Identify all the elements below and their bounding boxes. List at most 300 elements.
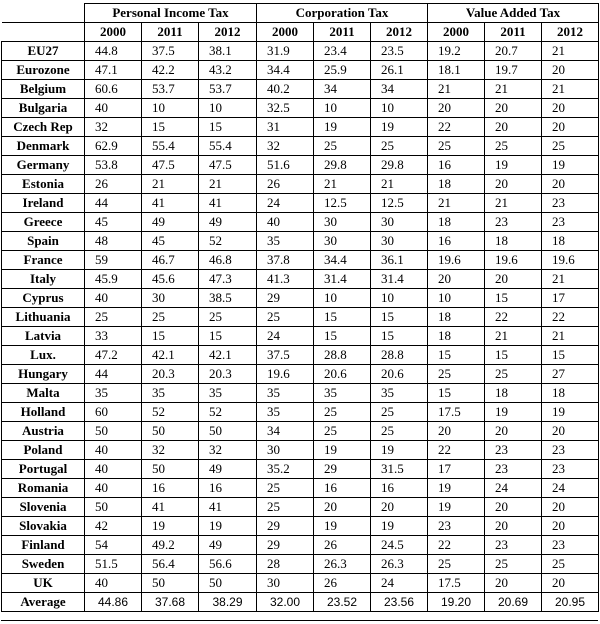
- rate-value: 23.5: [371, 42, 428, 61]
- rate-value: 37.5: [142, 42, 199, 61]
- rate-value: 15: [485, 289, 542, 308]
- rate-value: 21: [428, 80, 485, 99]
- rate-value: 32: [257, 137, 314, 156]
- rate-value: 52: [142, 403, 199, 422]
- rate-value: 51.6: [257, 156, 314, 175]
- rate-value: 21: [542, 327, 599, 346]
- bottom-rule: [1, 620, 598, 621]
- rate-value: 46.8: [199, 251, 257, 270]
- rate-value: 49: [199, 460, 257, 479]
- rate-value: 23.4: [314, 42, 371, 61]
- country-name: Holland: [2, 403, 85, 422]
- rate-value: 35: [257, 403, 314, 422]
- rate-value: 52: [199, 232, 257, 251]
- rate-value: 23: [485, 536, 542, 555]
- rate-value: 15: [485, 346, 542, 365]
- rate-value: 20: [542, 118, 599, 137]
- rate-value: 21: [371, 175, 428, 194]
- rate-value: 23: [542, 213, 599, 232]
- rate-value: 45: [142, 232, 199, 251]
- year-header: 2000: [428, 23, 485, 42]
- rate-value: 20.6: [371, 365, 428, 384]
- rate-value: 42: [85, 517, 142, 536]
- table-row: [2, 498, 599, 517]
- rate-value: 30: [142, 289, 199, 308]
- country-name: Estonia: [2, 175, 85, 194]
- table-row: [2, 213, 599, 232]
- rate-value: 18: [428, 308, 485, 327]
- rate-value: 50: [142, 460, 199, 479]
- country-name: Romania: [2, 479, 85, 498]
- average-value: 32.00: [257, 593, 314, 612]
- rate-value: 19: [371, 441, 428, 460]
- rate-value: 23: [428, 517, 485, 536]
- year-header: 2000: [85, 23, 142, 42]
- rate-value: 10: [314, 289, 371, 308]
- rate-value: 25: [542, 555, 599, 574]
- country-name: Austria: [2, 422, 85, 441]
- rate-value: 10: [199, 99, 257, 118]
- rate-value: 35: [142, 384, 199, 403]
- rate-value: 15: [314, 327, 371, 346]
- rate-value: 49: [199, 536, 257, 555]
- rate-value: 30: [314, 213, 371, 232]
- rate-value: 20: [542, 498, 599, 517]
- rate-value: 43.2: [199, 61, 257, 80]
- rate-value: 23: [542, 536, 599, 555]
- rate-value: 15: [199, 118, 257, 137]
- rate-value: 62.9: [85, 137, 142, 156]
- rate-value: 22: [542, 308, 599, 327]
- rate-value: 35: [257, 232, 314, 251]
- rate-value: 12.5: [371, 194, 428, 213]
- rate-value: 35: [199, 384, 257, 403]
- country-name: France: [2, 251, 85, 270]
- rate-value: 28.8: [371, 346, 428, 365]
- rate-value: 48: [85, 232, 142, 251]
- country-name: Cyprus: [2, 289, 85, 308]
- table-row: [2, 441, 599, 460]
- rate-value: 21: [142, 175, 199, 194]
- country-name: Belgium: [2, 80, 85, 99]
- rate-value: 29.8: [314, 156, 371, 175]
- rate-value: 55.4: [199, 137, 257, 156]
- rate-value: 19: [314, 441, 371, 460]
- rate-value: 25: [485, 137, 542, 156]
- average-label: Average: [2, 593, 85, 612]
- rate-value: 26.3: [314, 555, 371, 574]
- rate-value: 42.1: [142, 346, 199, 365]
- rate-value: 28.8: [314, 346, 371, 365]
- rate-value: 35.2: [257, 460, 314, 479]
- rate-value: 25: [428, 555, 485, 574]
- rate-value: 35: [371, 384, 428, 403]
- rate-value: 29.8: [371, 156, 428, 175]
- rate-value: 29: [257, 536, 314, 555]
- rate-value: 20: [542, 61, 599, 80]
- average-value: 20.69: [485, 593, 542, 612]
- rate-value: 22: [428, 118, 485, 137]
- rate-value: 26: [314, 574, 371, 593]
- rate-value: 18: [428, 175, 485, 194]
- rate-value: 35: [257, 384, 314, 403]
- rate-value: 31.4: [371, 270, 428, 289]
- year-header: 2011: [314, 23, 371, 42]
- rate-value: 32.5: [257, 99, 314, 118]
- table-row: [2, 346, 599, 365]
- table-row: [2, 80, 599, 99]
- rate-value: 25: [485, 555, 542, 574]
- country-name: Slovenia: [2, 498, 85, 517]
- rate-value: 20.6: [314, 365, 371, 384]
- year-header: 2012: [542, 23, 599, 42]
- rate-value: 40.2: [257, 80, 314, 99]
- rate-value: 20: [485, 175, 542, 194]
- rate-value: 15: [428, 346, 485, 365]
- rate-value: 31.9: [257, 42, 314, 61]
- rate-value: 15: [199, 327, 257, 346]
- rate-value: 36.1: [371, 251, 428, 270]
- rate-value: 19: [428, 498, 485, 517]
- rate-value: 20: [428, 270, 485, 289]
- rate-value: 40: [85, 289, 142, 308]
- country-name: Finland: [2, 536, 85, 555]
- rate-value: 20: [485, 270, 542, 289]
- country-name: Lithuania: [2, 308, 85, 327]
- year-header: 2012: [371, 23, 428, 42]
- rate-value: 50: [142, 422, 199, 441]
- rate-value: 25: [314, 137, 371, 156]
- rate-value: 16: [314, 479, 371, 498]
- country-name: Ireland: [2, 194, 85, 213]
- rate-value: 37.8: [257, 251, 314, 270]
- rate-value: 45.6: [142, 270, 199, 289]
- rate-value: 41: [142, 194, 199, 213]
- average-row: [2, 593, 599, 612]
- rate-value: 42.2: [142, 61, 199, 80]
- rate-value: 29: [257, 289, 314, 308]
- table-row: [2, 99, 599, 118]
- rate-value: 20: [485, 422, 542, 441]
- rate-value: 15: [142, 327, 199, 346]
- tax-rates-table: [1, 3, 599, 612]
- rate-value: 30: [257, 574, 314, 593]
- rate-value: 25: [257, 479, 314, 498]
- rate-value: 53.7: [199, 80, 257, 99]
- rate-value: 44.8: [85, 42, 142, 61]
- rate-value: 31.4: [314, 270, 371, 289]
- rate-value: 29: [314, 460, 371, 479]
- rate-value: 50: [142, 574, 199, 593]
- rate-value: 10: [142, 99, 199, 118]
- table-row: [2, 555, 599, 574]
- rate-value: 40: [85, 574, 142, 593]
- rate-value: 15: [542, 346, 599, 365]
- rate-value: 19.6: [428, 251, 485, 270]
- table-row: [2, 289, 599, 308]
- rate-value: 17: [542, 289, 599, 308]
- average-value: 23.56: [371, 593, 428, 612]
- country-name: Bulgaria: [2, 99, 85, 118]
- rate-value: 47.1: [85, 61, 142, 80]
- rate-value: 52: [199, 403, 257, 422]
- rate-value: 10: [371, 289, 428, 308]
- rate-value: 60.6: [85, 80, 142, 99]
- rate-value: 41.3: [257, 270, 314, 289]
- rate-value: 50: [85, 422, 142, 441]
- table-row: [2, 308, 599, 327]
- rate-value: 18: [428, 327, 485, 346]
- rate-value: 22: [428, 441, 485, 460]
- year-header: 2011: [142, 23, 199, 42]
- rate-value: 29: [257, 517, 314, 536]
- rate-value: 20.3: [199, 365, 257, 384]
- rate-value: 25: [371, 403, 428, 422]
- rate-value: 20: [371, 498, 428, 517]
- country-name: Poland: [2, 441, 85, 460]
- rate-value: 21: [542, 270, 599, 289]
- rate-value: 21: [542, 80, 599, 99]
- rate-value: 16: [199, 479, 257, 498]
- rate-value: 19.6: [542, 251, 599, 270]
- country-name: Hungary: [2, 365, 85, 384]
- rate-value: 38.1: [199, 42, 257, 61]
- year-header-row: [2, 23, 599, 42]
- country-name: Denmark: [2, 137, 85, 156]
- rate-value: 26.3: [371, 555, 428, 574]
- rate-value: 16: [428, 232, 485, 251]
- table-row: [2, 270, 599, 289]
- rate-value: 31: [257, 118, 314, 137]
- country-name: Malta: [2, 384, 85, 403]
- rate-value: 25: [371, 422, 428, 441]
- rate-value: 44: [85, 194, 142, 213]
- rate-value: 25: [142, 308, 199, 327]
- rate-value: 16: [428, 156, 485, 175]
- rate-value: 17.5: [428, 403, 485, 422]
- rate-value: 21: [199, 175, 257, 194]
- rate-value: 40: [85, 99, 142, 118]
- rate-value: 21: [485, 327, 542, 346]
- corner-cell: [2, 4, 85, 23]
- rate-value: 26: [85, 175, 142, 194]
- rate-value: 56.6: [199, 555, 257, 574]
- rate-value: 25: [85, 308, 142, 327]
- rate-value: 31.5: [371, 460, 428, 479]
- rate-value: 47.2: [85, 346, 142, 365]
- rate-value: 19.6: [257, 365, 314, 384]
- rate-value: 42.1: [199, 346, 257, 365]
- rate-value: 41: [142, 498, 199, 517]
- rate-value: 20.3: [142, 365, 199, 384]
- country-name: Greece: [2, 213, 85, 232]
- country-name: Germany: [2, 156, 85, 175]
- table-row: [2, 118, 599, 137]
- rate-value: 25: [428, 137, 485, 156]
- rate-value: 20: [485, 118, 542, 137]
- rate-value: 25: [257, 498, 314, 517]
- rate-value: 45: [85, 213, 142, 232]
- rate-value: 51.5: [85, 555, 142, 574]
- average-value: 19.20: [428, 593, 485, 612]
- rate-value: 20: [485, 517, 542, 536]
- rate-value: 16: [371, 479, 428, 498]
- rate-value: 19: [485, 156, 542, 175]
- table-row: [2, 479, 599, 498]
- table-row: [2, 403, 599, 422]
- rate-value: 10: [371, 99, 428, 118]
- average-value: 37.68: [142, 593, 199, 612]
- rate-value: 26: [257, 175, 314, 194]
- rate-value: 23: [485, 213, 542, 232]
- rate-value: 22: [485, 308, 542, 327]
- rate-value: 15: [371, 327, 428, 346]
- table-row: [2, 194, 599, 213]
- rate-value: 47.5: [199, 156, 257, 175]
- group-header-row: [2, 4, 599, 23]
- rate-value: 10: [428, 289, 485, 308]
- country-name: Czech Rep: [2, 118, 85, 137]
- rate-value: 44: [85, 365, 142, 384]
- table-body: [2, 42, 599, 593]
- table-row: [2, 156, 599, 175]
- rate-value: 34: [371, 80, 428, 99]
- country-name: Spain: [2, 232, 85, 251]
- rate-value: 20: [542, 175, 599, 194]
- rate-value: 25: [314, 403, 371, 422]
- rate-value: 23: [485, 441, 542, 460]
- rate-value: 25: [314, 422, 371, 441]
- rate-value: 21: [542, 42, 599, 61]
- rate-value: 19.2: [428, 42, 485, 61]
- rate-value: 15: [142, 118, 199, 137]
- table-row: [2, 384, 599, 403]
- rate-value: 21: [314, 175, 371, 194]
- rate-value: 23: [542, 460, 599, 479]
- rate-value: 49.2: [142, 536, 199, 555]
- table-row: [2, 365, 599, 384]
- rate-value: 40: [85, 441, 142, 460]
- rate-value: 20: [485, 99, 542, 118]
- rate-value: 19: [199, 517, 257, 536]
- rate-value: 21: [485, 194, 542, 213]
- rate-value: 15: [428, 384, 485, 403]
- rate-value: 18: [542, 232, 599, 251]
- rate-value: 18.1: [428, 61, 485, 80]
- rate-value: 25: [485, 365, 542, 384]
- country-name: Portugal: [2, 460, 85, 479]
- rate-value: 49: [142, 213, 199, 232]
- rate-value: 20: [485, 498, 542, 517]
- rate-value: 50: [199, 422, 257, 441]
- table-row: [2, 517, 599, 536]
- table-row: [2, 327, 599, 346]
- rate-value: 30: [371, 213, 428, 232]
- table-row: [2, 251, 599, 270]
- rate-value: 53.8: [85, 156, 142, 175]
- rate-value: 24: [371, 574, 428, 593]
- rate-value: 19: [314, 118, 371, 137]
- rate-value: 50: [199, 574, 257, 593]
- rate-value: 19: [485, 403, 542, 422]
- rate-value: 30: [371, 232, 428, 251]
- rate-value: 22: [428, 536, 485, 555]
- rate-value: 41: [199, 194, 257, 213]
- rate-value: 34: [314, 80, 371, 99]
- rate-value: 59: [85, 251, 142, 270]
- rate-value: 12.5: [314, 194, 371, 213]
- rate-value: 47.5: [142, 156, 199, 175]
- rate-value: 19: [542, 156, 599, 175]
- country-name: UK: [2, 574, 85, 593]
- rate-value: 19: [314, 517, 371, 536]
- rate-value: 53.7: [142, 80, 199, 99]
- group-header-personal-income-tax: Personal Income Tax: [85, 4, 257, 23]
- rate-value: 34.4: [314, 251, 371, 270]
- rate-value: 30: [314, 232, 371, 251]
- rate-value: 24: [257, 327, 314, 346]
- table-row: [2, 574, 599, 593]
- average-value: 23.52: [314, 593, 371, 612]
- rate-value: 20: [542, 99, 599, 118]
- rate-value: 35: [314, 384, 371, 403]
- rate-value: 15: [314, 308, 371, 327]
- rate-value: 20: [428, 99, 485, 118]
- rate-value: 40: [85, 460, 142, 479]
- rate-value: 20: [314, 498, 371, 517]
- rate-value: 20: [485, 574, 542, 593]
- rate-value: 23: [485, 460, 542, 479]
- rate-value: 40: [257, 213, 314, 232]
- rate-value: 19: [142, 517, 199, 536]
- average-value: 44.86: [85, 593, 142, 612]
- table-row: [2, 61, 599, 80]
- rate-value: 41: [199, 498, 257, 517]
- rate-value: 54: [85, 536, 142, 555]
- table-row: [2, 232, 599, 251]
- country-name: Eurozone: [2, 61, 85, 80]
- rate-value: 37.5: [257, 346, 314, 365]
- average-value: 38.29: [199, 593, 257, 612]
- rate-value: 25: [199, 308, 257, 327]
- rate-value: 19.6: [485, 251, 542, 270]
- rate-value: 32: [199, 441, 257, 460]
- rate-value: 30: [257, 441, 314, 460]
- year-header: 2012: [199, 23, 257, 42]
- country-name: Slovakia: [2, 517, 85, 536]
- table-row: [2, 42, 599, 61]
- rate-value: 19: [371, 118, 428, 137]
- rate-value: 17.5: [428, 574, 485, 593]
- table-row: [2, 137, 599, 156]
- rate-value: 20: [542, 517, 599, 536]
- rate-value: 49: [199, 213, 257, 232]
- rate-value: 26.1: [371, 61, 428, 80]
- rate-value: 46.7: [142, 251, 199, 270]
- average-value: 20.95: [542, 593, 599, 612]
- rate-value: 20.7: [485, 42, 542, 61]
- rate-value: 32: [85, 118, 142, 137]
- country-name: Latvia: [2, 327, 85, 346]
- rate-value: 24: [542, 479, 599, 498]
- country-name: Italy: [2, 270, 85, 289]
- rate-value: 45.9: [85, 270, 142, 289]
- rate-value: 19: [542, 403, 599, 422]
- rate-value: 28: [257, 555, 314, 574]
- rate-value: 56.4: [142, 555, 199, 574]
- rate-value: 55.4: [142, 137, 199, 156]
- rate-value: 34: [257, 422, 314, 441]
